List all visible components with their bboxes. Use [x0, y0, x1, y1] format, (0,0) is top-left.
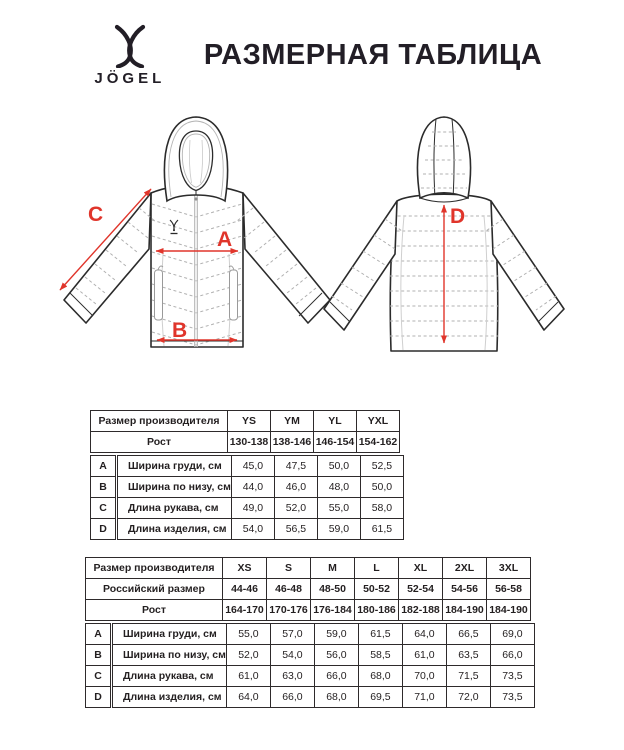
size-table-adult-body [85, 623, 535, 708]
page-title: РАЗМЕРНАЯ ТАБЛИЦА [203, 39, 543, 71]
header-value-cell: 44-46 [223, 579, 267, 600]
header-row [91, 432, 400, 453]
measure-label-cell: Ширина по низу, см [112, 645, 227, 666]
header-value-cell: 170-176 [267, 600, 311, 621]
header-value-cell: 182-188 [399, 600, 443, 621]
measure-value-cell: 50,0 [317, 456, 360, 477]
header-value-cell: YXL [357, 411, 400, 432]
measure-value-cell: 50,0 [360, 477, 403, 498]
size-table-adult [85, 557, 535, 708]
measure-label-cell: Ширина груди, см [117, 456, 232, 477]
measure-value-cell: 55,0 [226, 624, 270, 645]
brand-logo-text: JÖGEL [94, 70, 166, 87]
measure-value-cell: 61,5 [360, 519, 403, 540]
measure-row [86, 687, 535, 708]
measure-value-cell: 52,5 [360, 456, 403, 477]
measure-value-cell: 70,0 [402, 666, 446, 687]
measure-label-cell: Длина рукава, см [112, 666, 227, 687]
header-value-cell: 180-186 [355, 600, 399, 621]
measure-value-cell: 44,0 [231, 477, 274, 498]
header-row [86, 600, 531, 621]
measure-letter-cell: C [91, 498, 117, 519]
measure-label-cell: Длина рукава, см [117, 498, 232, 519]
header-value-cell: S [267, 558, 311, 579]
header-value-cell: 46-48 [267, 579, 311, 600]
measure-value-cell: 56,5 [274, 519, 317, 540]
measure-value-cell: 66,0 [490, 645, 534, 666]
measure-value-cell: 69,0 [490, 624, 534, 645]
measure-value-cell: 73,5 [490, 687, 534, 708]
header-row-label: Размер производителя [86, 558, 223, 579]
header-value-cell: YM [271, 411, 314, 432]
measure-value-cell: 49,0 [231, 498, 274, 519]
measure-value-cell: 59,0 [314, 624, 358, 645]
measure-row [91, 477, 404, 498]
jacket-back-view [324, 117, 564, 351]
measure-letter-cell: C [86, 666, 112, 687]
measure-row [86, 666, 535, 687]
measure-letter-cell: D [91, 519, 117, 540]
measure-row [86, 624, 535, 645]
measure-b-label: B [172, 319, 188, 342]
measure-value-cell: 66,0 [314, 666, 358, 687]
header-value-cell: 50-52 [355, 579, 399, 600]
measure-value-cell: 72,0 [446, 687, 490, 708]
brand-logo [82, 24, 178, 87]
measure-value-cell: 55,0 [317, 498, 360, 519]
measure-value-cell: 54,0 [231, 519, 274, 540]
measure-value-cell: 54,0 [270, 645, 314, 666]
measure-value-cell: 52,0 [226, 645, 270, 666]
header-value-cell: 138-146 [271, 432, 314, 453]
measure-value-cell: 61,5 [358, 624, 402, 645]
measure-row [91, 498, 404, 519]
measure-value-cell: 56,0 [314, 645, 358, 666]
measure-row [91, 456, 404, 477]
header-row-label: Рост [91, 432, 228, 453]
brand-logo-icon [109, 24, 151, 68]
jacket-measurement-diagram [0, 104, 624, 386]
header-row [86, 579, 531, 600]
header-value-cell: 52-54 [399, 579, 443, 600]
header-row [91, 411, 400, 432]
header-value-cell: 54-56 [443, 579, 487, 600]
measure-label-cell: Длина изделия, см [117, 519, 232, 540]
size-table-adult-header [85, 557, 531, 621]
header-value-cell: YS [228, 411, 271, 432]
header-value-cell: 154-162 [357, 432, 400, 453]
measure-value-cell: 52,0 [274, 498, 317, 519]
header-value-cell: 176-184 [311, 600, 355, 621]
header-value-cell: M [311, 558, 355, 579]
header-value-cell: 164-170 [223, 600, 267, 621]
measure-letter-cell: A [86, 624, 112, 645]
measure-value-cell: 58,0 [360, 498, 403, 519]
page-header [0, 24, 624, 87]
measure-label-cell: Ширина по низу, см [117, 477, 232, 498]
measure-value-cell: 66,5 [446, 624, 490, 645]
measure-letter-cell: B [86, 645, 112, 666]
measure-label-cell: Длина изделия, см [112, 687, 227, 708]
header-value-cell: 184-190 [487, 600, 531, 621]
measure-value-cell: 57,0 [270, 624, 314, 645]
measure-value-cell: 47,5 [274, 456, 317, 477]
measure-value-cell: 69,5 [358, 687, 402, 708]
header-value-cell: 48-50 [311, 579, 355, 600]
header-value-cell: 146-154 [314, 432, 357, 453]
header-value-cell: 56-58 [487, 579, 531, 600]
measure-letter-cell: D [86, 687, 112, 708]
header-row-label: Размер производителя [91, 411, 228, 432]
size-table-youth-header [90, 410, 400, 453]
measure-row [91, 519, 404, 540]
front-zipper [194, 194, 197, 347]
header-value-cell: 184-190 [443, 600, 487, 621]
header-value-cell: 130-138 [228, 432, 271, 453]
measure-value-cell: 48,0 [317, 477, 360, 498]
measure-letter-cell: A [91, 456, 117, 477]
measure-value-cell: 68,0 [358, 666, 402, 687]
header-value-cell: 2XL [443, 558, 487, 579]
measure-value-cell: 71,0 [402, 687, 446, 708]
measure-value-cell: 58,5 [358, 645, 402, 666]
measure-d-label: D [450, 205, 466, 228]
measure-value-cell: 46,0 [274, 477, 317, 498]
measure-value-cell: 71,5 [446, 666, 490, 687]
measure-value-cell: 64,0 [226, 687, 270, 708]
measure-value-cell: 61,0 [402, 645, 446, 666]
header-row-label: Рост [86, 600, 223, 621]
measure-value-cell: 45,0 [231, 456, 274, 477]
measure-c-label: C [88, 203, 104, 226]
measure-letter-cell: B [91, 477, 117, 498]
measure-value-cell: 59,0 [317, 519, 360, 540]
header-value-cell: XS [223, 558, 267, 579]
header-row [86, 558, 531, 579]
measure-a-label: A [217, 228, 233, 251]
header-value-cell: YL [314, 411, 357, 432]
measure-value-cell: 63,5 [446, 645, 490, 666]
measure-value-cell: 68,0 [314, 687, 358, 708]
measure-row [86, 645, 535, 666]
header-value-cell: L [355, 558, 399, 579]
header-row-label: Российский размер [86, 579, 223, 600]
size-table-youth [90, 410, 404, 540]
size-table-youth-body [90, 455, 404, 540]
measure-value-cell: 66,0 [270, 687, 314, 708]
measure-value-cell: 63,0 [270, 666, 314, 687]
measure-label-cell: Ширина груди, см [112, 624, 227, 645]
measure-value-cell: 73,5 [490, 666, 534, 687]
measure-value-cell: 61,0 [226, 666, 270, 687]
measure-value-cell: 64,0 [402, 624, 446, 645]
jacket-front-view [60, 117, 345, 347]
header-value-cell: 3XL [487, 558, 531, 579]
header-value-cell: XL [399, 558, 443, 579]
